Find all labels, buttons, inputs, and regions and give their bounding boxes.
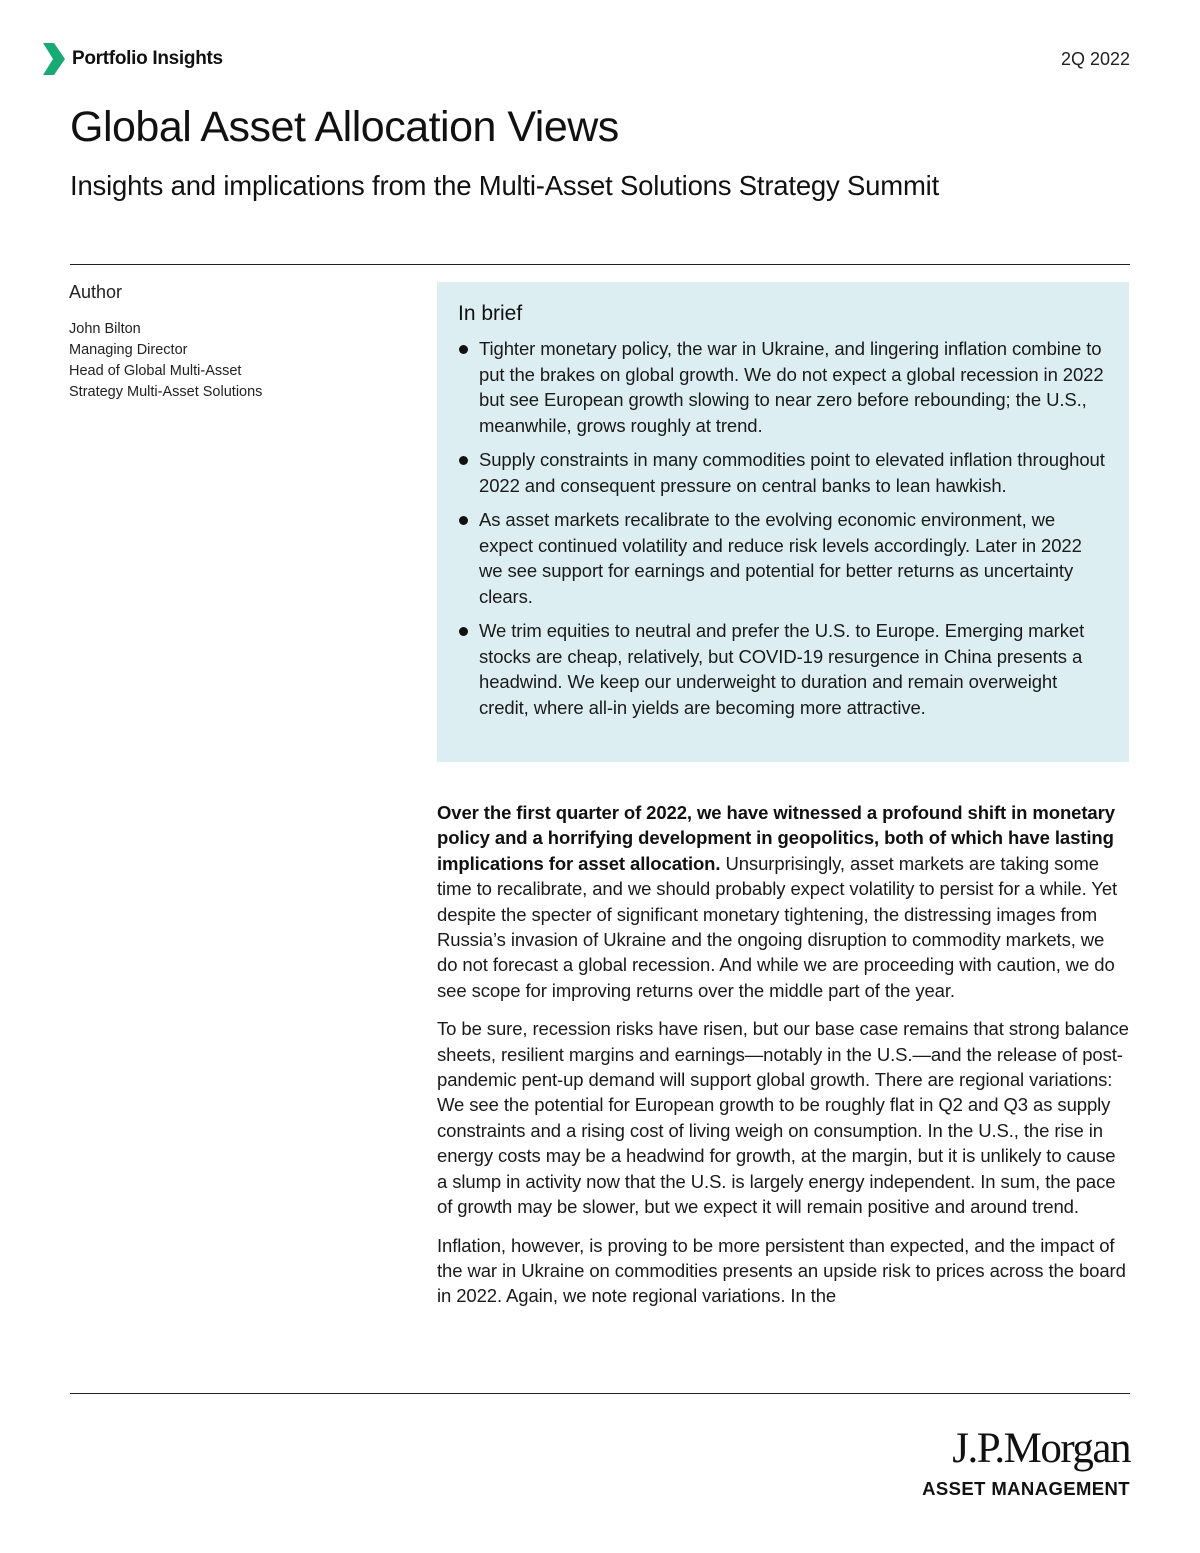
- bullet-icon: [459, 516, 468, 525]
- bullet-icon: [459, 345, 468, 354]
- publication-quarter: 2Q 2022: [1060, 49, 1130, 69]
- bullet-icon: [459, 456, 468, 465]
- in-brief-item-text: Tighter monetary policy, the war in Ukraine, and lingering inflation combine to put the brakes on global growth. We do not expect a global recession in 2022 but see European growth slowing to near zero before rebounding; the U.S., meanwhile, grows roughly at trend.: [479, 338, 1104, 436]
- article-body: [437, 800, 1129, 1322]
- body-paragraph-1-rest: Unsurprisingly, asset markets are taking some time to recalibrate, and we should probably expect volatility to persist for a while. Yet despite the specter of significant monetary tightening, the distressing images from Russia’s invasion of Ukraine and the ongoing disruption to commodity markets, we do not forecast a global recession. And while we are proceeding with caution, we do see scope for improving returns over the middle part of the year.: [437, 852, 1118, 1001]
- author-heading: Author: [69, 282, 123, 302]
- author-role: Managing Director: [69, 342, 188, 358]
- body-paragraph-1: [437, 800, 1129, 1003]
- chevron-right-icon: [40, 42, 66, 76]
- in-brief-list: [458, 336, 1107, 720]
- page-subtitle: Insights and implications from the Multi-Asset Solutions Strategy Summit: [70, 170, 940, 201]
- bottom-divider: [70, 1393, 1130, 1394]
- portfolio-insights-logo: [40, 42, 223, 76]
- in-brief-item: [458, 447, 1107, 498]
- body-paragraph-2: To be sure, recession risks have risen, but our base case remains that strong balance sheets, resilient margins and earnings—notably in the U.S.—and the release of post-pandemic pent-up demand will support global growth. There are regional variations: We see the potential for European growth to be roughly flat in Q2 and Q3 as supply constraints and a rising cost of living weigh on consumption. In the U.S., the rise in energy costs may be a headwind for growth, at the margin, but it is unlikely to cause a slump in activity now that the U.S. is largely energy independent. In sum, the pace of growth may be slower, but we expect it will remain positive and around trend.: [437, 1018, 1129, 1218]
- portfolio-insights-label: Portfolio Insights: [72, 48, 223, 69]
- in-brief-item-text: We trim equities to neutral and prefer the U.S. to Europe. Emerging market stocks are cheap, relatively, but COVID-19 resurgence in China presents a headwind. We keep our underweight to duration and remain overweight credit, where all-in yields are becoming more attractive.: [479, 620, 1085, 718]
- in-brief-item: [458, 507, 1107, 609]
- in-brief-item: [458, 336, 1107, 438]
- in-brief-item: [458, 618, 1107, 720]
- in-brief-box: [437, 282, 1129, 762]
- body-paragraph-3: Inflation, however, is proving to be more persistent than expected, and the impact of the war in Ukraine on commodities presents an upside risk to prices across the board in 2022. Again, we note regional variations. In the: [437, 1234, 1126, 1307]
- author-block: [69, 282, 399, 403]
- page-title: Global Asset Allocation Views: [70, 103, 619, 151]
- top-divider: [70, 264, 1130, 265]
- bullet-icon: [459, 627, 468, 636]
- jpmorgan-logo: [922, 1426, 1130, 1500]
- in-brief-item-text: As asset markets recalibrate to the evolving economic environment, we expect continued volatility and reduce risk levels accordingly. Later in 2022 we see support for earnings and potential for better returns as uncertainty clears.: [479, 509, 1082, 607]
- in-brief-item-text: Supply constraints in many commodities point to elevated inflation throughout 2022 and consequent pressure on central banks to lean hawkish.: [479, 449, 1105, 496]
- author-title-line-1: Head of Global Multi-Asset: [69, 363, 242, 379]
- author-name: John Bilton: [69, 321, 141, 337]
- jpmorgan-wordmark: J.P.Morgan: [952, 1425, 1130, 1472]
- asset-management-label: ASSET MANAGEMENT: [922, 1478, 1130, 1499]
- body-paragraph-1-lead: Over the first quarter of 2022, we have witnessed a profound shift in monetary policy and a horrifying development in geopolitics, both of which have lasting implications for asset allocation.: [437, 802, 1115, 874]
- in-brief-heading: In brief: [458, 302, 523, 325]
- author-title-line-2: Strategy Multi-Asset Solutions: [69, 384, 263, 400]
